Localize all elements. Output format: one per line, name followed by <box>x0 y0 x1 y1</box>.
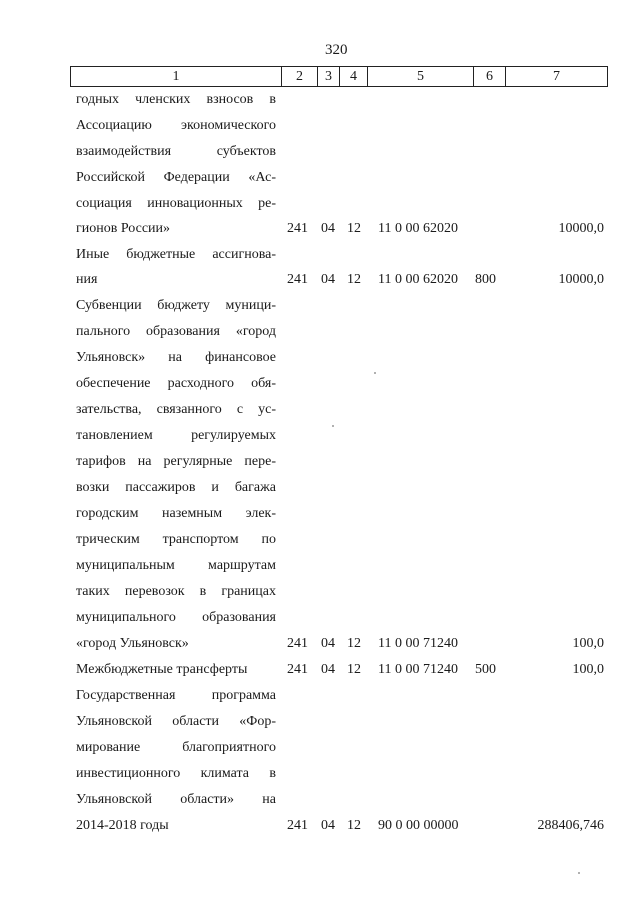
header-col-2: 2 <box>281 67 317 86</box>
scan-speck <box>578 872 580 874</box>
row-1-desc-line-5: социация инновационных ре- <box>76 196 276 211</box>
row-1-col-5: 11 0 00 62020 <box>378 221 458 236</box>
row-5-desc-line-1: Государственная программа <box>76 688 276 703</box>
header-col-6: 6 <box>473 67 505 86</box>
row-4-col-7: 100,0 <box>572 662 604 677</box>
row-4-col-3: 04 <box>321 662 335 677</box>
row-3-desc-line-5: зательства, связанного с ус- <box>76 402 276 417</box>
header-col-1: 1 <box>172 69 180 84</box>
header-col-7: 7 <box>505 67 607 86</box>
row-5-desc-line-5: Ульяновской области» на <box>76 792 276 807</box>
row-3-desc-line-10: трическим транспортом по <box>76 532 276 547</box>
row-1-desc-line-3: взаимодействия субъектов <box>76 144 276 159</box>
row-5-desc-line-6: 2014-2018 годы <box>76 818 169 833</box>
row-3-desc-line-2: пального образования «город <box>76 324 276 339</box>
row-2-col-5: 11 0 00 62020 <box>378 272 458 287</box>
row-4-col-5: 11 0 00 71240 <box>378 662 458 677</box>
row-3-col-2: 241 <box>287 636 308 651</box>
row-1-desc-line-2: Ассоциацию экономического <box>76 118 276 133</box>
row-1-desc-line-1: годных членских взносов в <box>76 92 276 107</box>
row-2-desc-line-2: ния <box>76 272 98 287</box>
row-2-col-7: 10000,0 <box>558 272 604 287</box>
row-3-col-7: 100,0 <box>572 636 604 651</box>
row-2-col-2: 241 <box>287 272 308 287</box>
row-2-desc-line-1: Иные бюджетные ассигнова- <box>76 247 276 262</box>
row-3-desc-line-9: городским наземным элек- <box>76 506 276 521</box>
row-4-desc-line-1: Межбюджетные трансферты <box>76 662 248 677</box>
row-3-desc-line-1: Субвенции бюджету муници- <box>76 298 276 313</box>
row-1-col-4: 12 <box>347 221 361 236</box>
row-5-col-7: 288406,746 <box>537 818 604 833</box>
row-5-col-5: 90 0 00 00000 <box>378 818 459 833</box>
row-1-col-3: 04 <box>321 221 335 236</box>
row-2-col-3: 04 <box>321 272 335 287</box>
row-4-col-2: 241 <box>287 662 308 677</box>
page-number: 320 <box>325 42 348 58</box>
row-3-desc-line-4: обеспечение расходного обя- <box>76 376 276 391</box>
row-3-desc-line-7: тарифов на регулярные пере- <box>76 454 276 469</box>
row-1-col-2: 241 <box>287 221 308 236</box>
row-3-desc-line-13: муниципального образования <box>76 610 276 625</box>
row-3-desc-line-6: тановлением регулируемых <box>76 428 276 443</box>
row-3-col-5: 11 0 00 71240 <box>378 636 458 651</box>
row-3-col-4: 12 <box>347 636 361 651</box>
header-col-3: 3 <box>317 67 339 86</box>
row-3-desc-line-11: муниципальным маршрутам <box>76 558 276 573</box>
table-header-row <box>70 66 608 87</box>
row-3-col-3: 04 <box>321 636 335 651</box>
row-4-col-6: 500 <box>475 662 496 677</box>
row-2-col-4: 12 <box>347 272 361 287</box>
header-col-4: 4 <box>339 67 367 86</box>
row-5-desc-line-2: Ульяновской области «Фор- <box>76 714 276 729</box>
row-4-col-4: 12 <box>347 662 361 677</box>
row-5-desc-line-4: инвестиционного климата в <box>76 766 276 781</box>
scan-speck <box>332 425 334 427</box>
row-2-col-6: 800 <box>475 272 496 287</box>
row-3-desc-line-14: «город Ульяновск» <box>76 636 189 651</box>
row-3-desc-line-8: возки пассажиров и багажа <box>76 480 276 495</box>
row-5-col-4: 12 <box>347 818 361 833</box>
row-5-col-3: 04 <box>321 818 335 833</box>
row-1-desc-line-6: гионов России» <box>76 221 171 236</box>
row-3-desc-line-12: таких перевозок в границах <box>76 584 276 599</box>
row-5-desc-line-3: мирование благоприятного <box>76 740 276 755</box>
scan-speck <box>374 372 376 374</box>
row-3-desc-line-3: Ульяновск» на финансовое <box>76 350 276 365</box>
row-5-col-2: 241 <box>287 818 308 833</box>
row-1-desc-line-4: Российской Федерации «Ас- <box>76 170 276 185</box>
row-1-col-7: 10000,0 <box>558 221 604 236</box>
header-col-5: 5 <box>367 67 473 86</box>
